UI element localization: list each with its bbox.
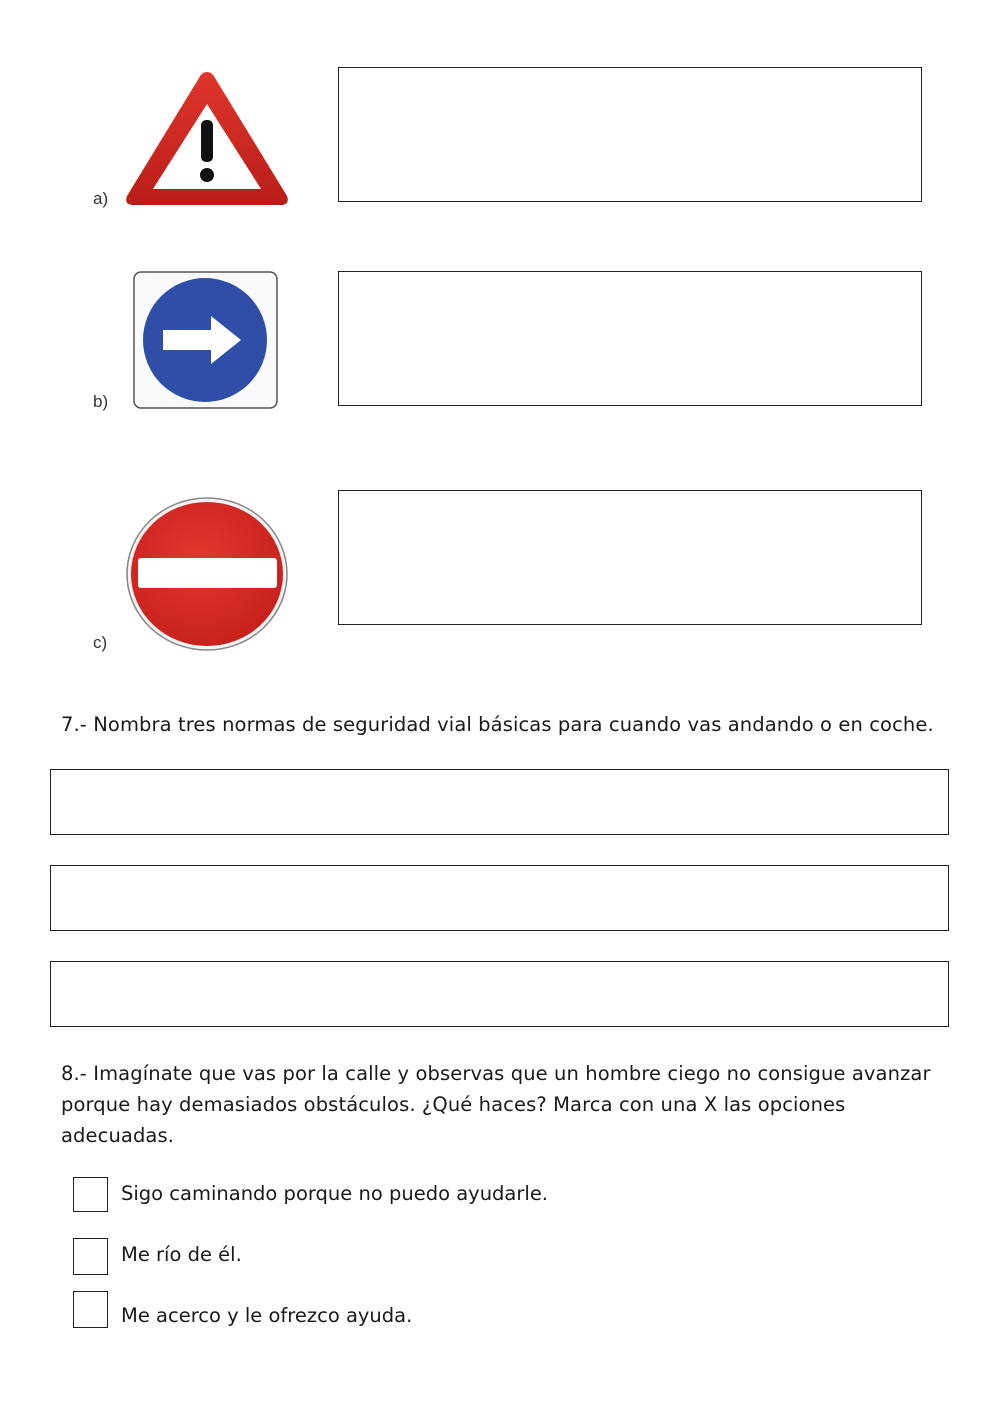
answer-box-a[interactable] [338,67,922,202]
answer-box-7-3[interactable] [50,961,949,1027]
question-8-line-3: adecuadas. [61,1124,175,1147]
turn-right-arrow-icon [133,271,278,409]
answer-box-b[interactable] [338,271,922,406]
answer-box-7-1[interactable] [50,769,949,835]
warning-triangle-icon [122,68,292,210]
answer-box-c[interactable] [338,490,922,625]
answer-box-7-2[interactable] [50,865,949,931]
no-entry-icon [125,496,289,652]
question-8-line-2: porque hay demasiados obstáculos. ¿Qué haces? Marca con una X las opciones [61,1093,846,1116]
sign-letter-a: a) [93,189,109,208]
option-label-1: Sigo caminando porque no puedo ayudarle. [121,1182,549,1205]
no-entry-sign [125,496,289,652]
sign-letter-c: c) [93,633,108,652]
question-7: 7.- Nombra tres normas de seguridad vial básicas para cuando vas andando o en coche. [61,713,934,736]
option-checkbox-3[interactable] [73,1291,108,1328]
question-8-line-1: 8.- Imagínate que vas por la calle y observas que un hombre ciego no consigue avanzar [61,1062,931,1085]
sign-letter-b: b) [93,392,109,411]
option-label-3: Me acerco y le ofrezco ayuda. [121,1304,413,1327]
option-checkbox-1[interactable] [73,1177,108,1212]
warning-sign [122,68,292,210]
option-checkbox-2[interactable] [73,1238,108,1275]
question-8 [61,1058,931,1151]
mandatory-turn-sign [133,271,278,409]
option-label-2: Me río de él. [121,1243,242,1266]
